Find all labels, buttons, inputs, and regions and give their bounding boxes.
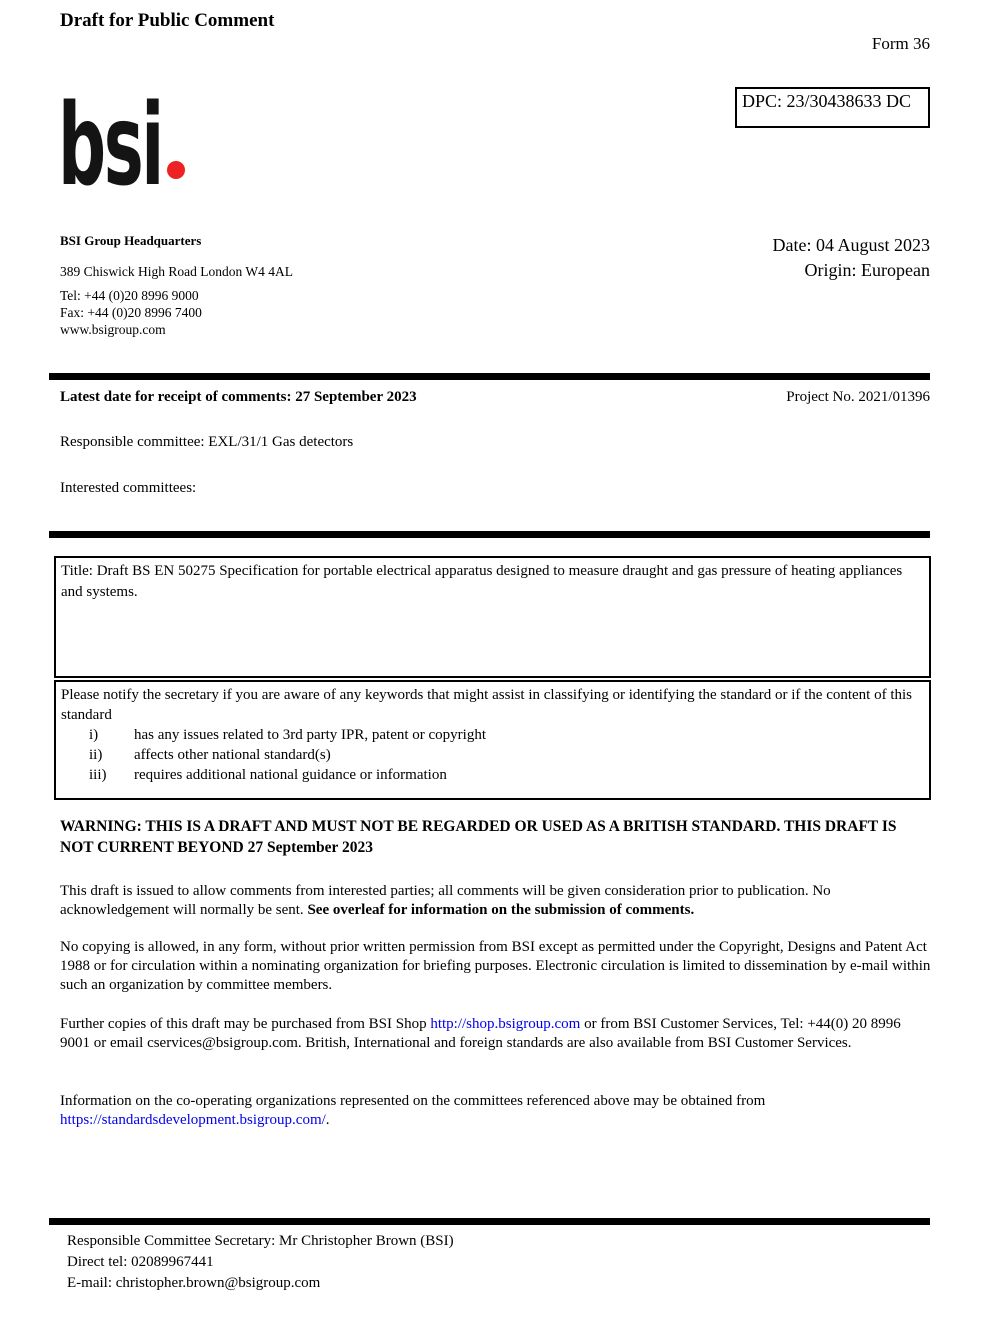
draft-issued-text: This draft is issued to allow comments from interested parties; all comments will be given consideration prior to publication. No acknowledgement will normally be sent. [60,883,831,918]
address-website: www.bsigroup.com [60,322,166,337]
footer-email-line: E-mail: christopher.brown@bsigroup.com [67,1275,321,1291]
title-box-text: Title: Draft BS EN 50275 Specification for portable electrical apparatus designed to measure draught and gas pressure of heating appliances and systems. [61,563,903,600]
draft-issued-paragraph [60,882,934,920]
keywords-item-1 [61,725,924,745]
bsi-logo: bsi [58,81,162,211]
horizontal-rule-footer [49,1218,930,1225]
project-number: Project No. 2021/01396 [786,389,930,405]
origin-line: Origin: European [804,260,930,280]
cooperating-orgs-text-pre: Information on the co-operating organizations represented on the committees referenced above may be obtained from [60,1093,766,1109]
see-overleaf-bold-text: See overleaf for information on the submission of comments. [307,902,695,918]
keywords-item-3 [61,765,924,785]
responsible-committee-line: Responsible committee: EXL/31/1 Gas detectors [60,434,354,450]
keywords-item-1-text: has any issues related to 3rd party IPR, patent or copyright [134,727,487,743]
form-number: Form 36 [871,34,930,53]
title-box [54,556,931,678]
horizontal-rule-top [49,373,930,380]
address-fax: Fax: +44 (0)20 8996 7400 [60,305,202,320]
keywords-item-3-marker: iii) [89,767,107,783]
address-block [60,232,293,338]
address-street: 389 Chiswick High Road London W4 4AL [60,264,293,279]
keywords-item-2-text: affects other national standard(s) [134,747,331,763]
interested-committees-line: Interested committees: [60,480,197,496]
dpc-number-box [735,87,930,128]
latest-date-line: Latest date for receipt of comments: 27 September 2023 [60,389,417,405]
cooperating-orgs-paragraph [60,1092,934,1130]
footer-secretary-line: Responsible Committee Secretary: Mr Christopher Brown (BSI) [67,1233,454,1249]
date-line: Date: 04 August 2023 [772,235,930,255]
warning-paragraph: WARNING: THIS IS A DRAFT AND MUST NOT BE REGARDED OR USED AS A BRITISH STANDARD. THIS DRAFT IS NOT CURRENT BEYOND 27 September 2023 [60,818,897,856]
bsi-logo-dot-icon [167,161,185,179]
further-copies-text-post: or from BSI Customer Services, Tel: +44(0) 20 8996 9001 or email cservices@bsigroup.com. British, International and foreign standards are also available from BSI Customer Services. [60,1016,901,1051]
keywords-item-2 [61,745,924,765]
keywords-box [54,680,931,800]
dpc-number-text: DPC: 23/30438633 DC [742,91,912,111]
further-copies-text-pre: Further copies of this draft may be purchased from BSI Shop [60,1016,431,1032]
draft-for-public-comment-heading: Draft for Public Comment [60,10,275,31]
standards-development-link[interactable]: https://standardsdevelopment.bsigroup.com/ [60,1112,326,1128]
further-copies-paragraph [60,1015,934,1053]
horizontal-rule-middle [49,531,930,538]
no-copying-paragraph: No copying is allowed, in any form, without prior written permission from BSI except as permitted under the Copyright, Designs and Patent Act 1988 or for circulation within a nominating organization for briefing purposes. Electronic circulation is limited to dissemination by e-mail within such an organization by committee members. [60,939,931,993]
footer-contact-block [67,1231,454,1294]
address-title: BSI Group Headquarters [60,233,202,248]
keywords-intro: Please notify the secretary if you are aware of any keywords that might assist in classifying or identifying the standard or if the content of this standard [61,687,913,723]
bsi-shop-link[interactable]: http://shop.bsigroup.com [430,1016,581,1032]
keywords-item-1-marker: i) [89,727,99,743]
address-tel: Tel: +44 (0)20 8996 9000 [60,288,199,303]
cooperating-orgs-text-post: . [325,1112,330,1128]
footer-direct-tel-line: Direct tel: 02089967441 [67,1254,214,1270]
date-origin-block [773,233,931,283]
keywords-item-3-text: requires additional national guidance or information [134,767,447,783]
keywords-item-2-marker: ii) [89,747,103,763]
